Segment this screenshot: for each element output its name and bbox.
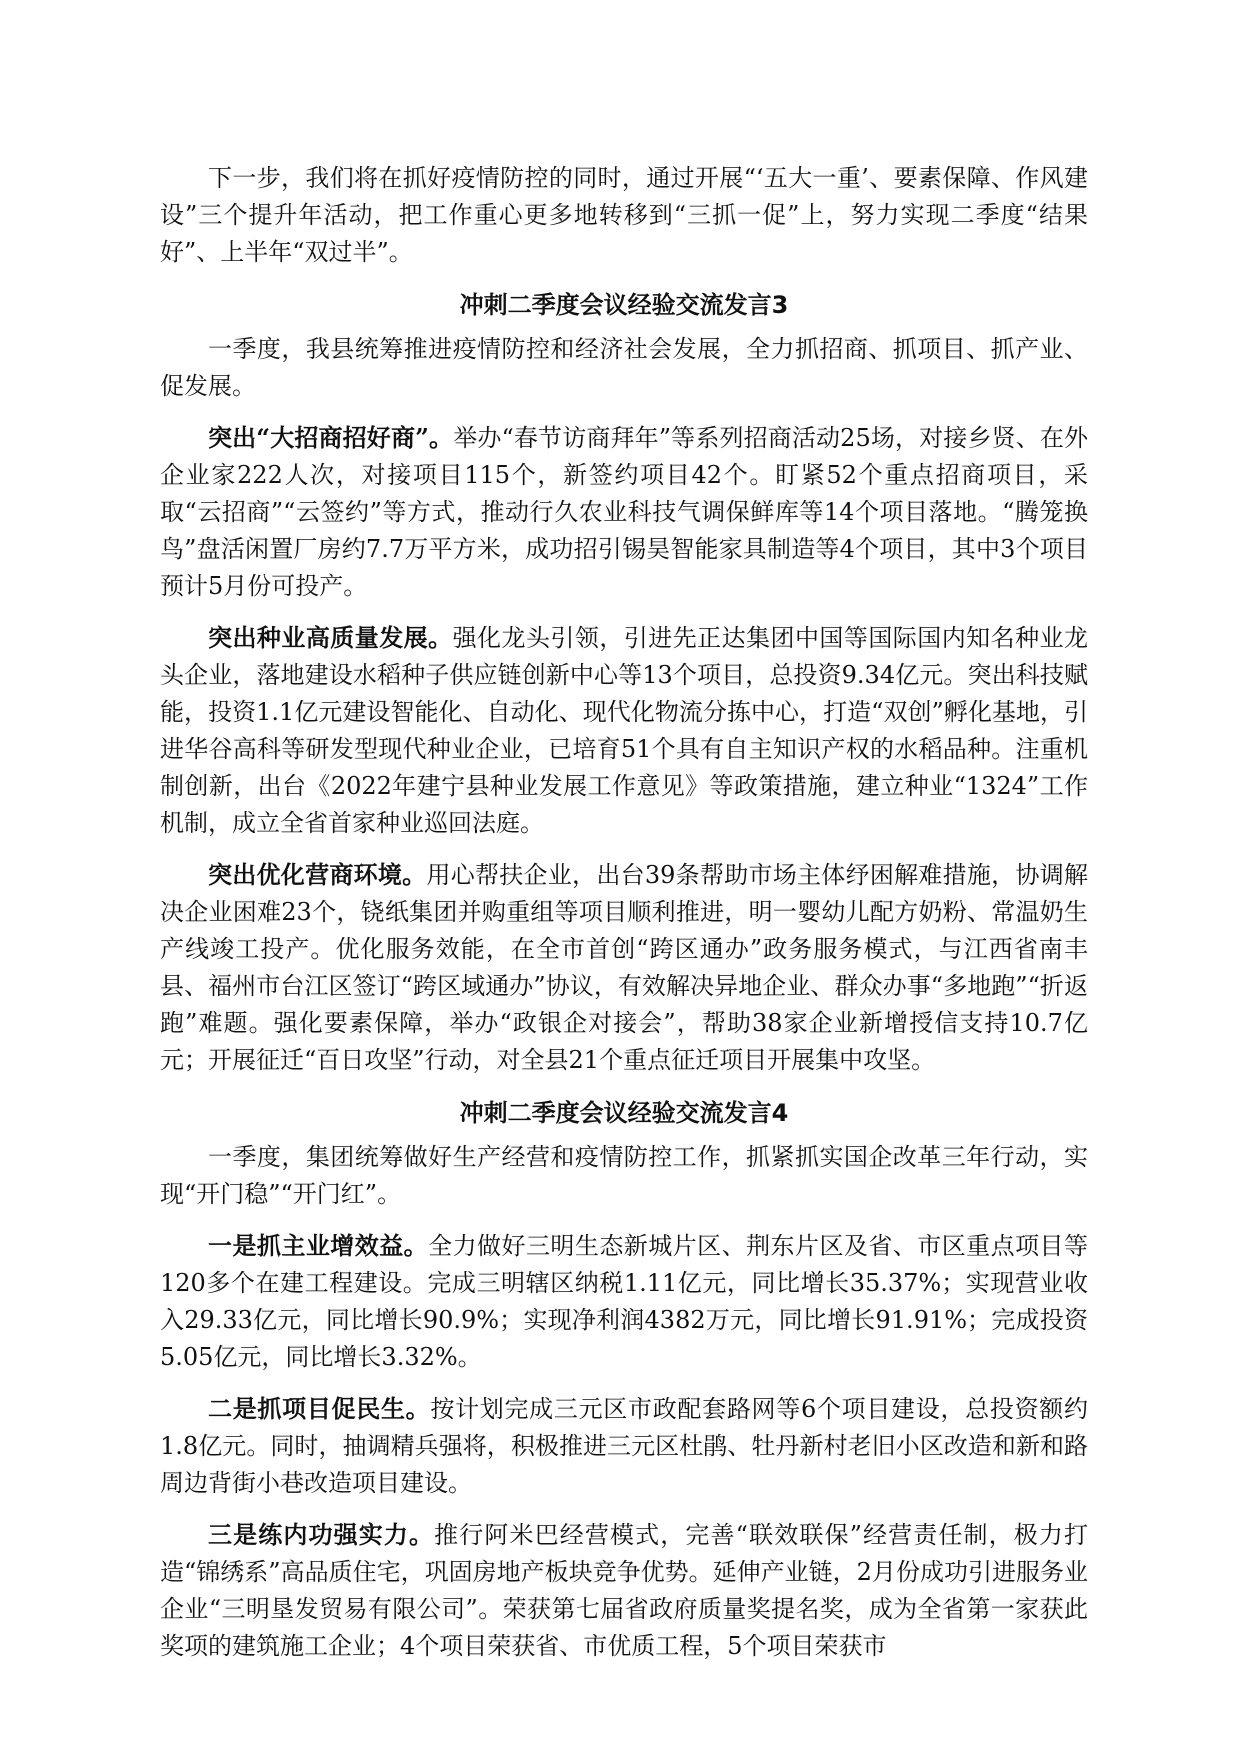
section3-item-2: [160, 619, 1088, 842]
section4-item-2: [160, 1390, 1088, 1502]
section3-title: 冲刺二季度会议经验交流发言3: [459, 291, 789, 319]
section4-item-1-lead: 一是抓主业增效益。: [208, 1231, 429, 1260]
section4-item-3: [160, 1516, 1088, 1665]
section3-opening: 一季度，我县统筹推进疫情防控和经济社会发展，全力抓招商、抓项目、抓产业、促发展。: [160, 335, 1088, 400]
section3-item-3-lead: 突出优化营商环境。: [208, 860, 427, 889]
section3-item-3-text: 用心帮扶企业，出台39条帮助市场主体纾困解难措施，协调解决企业困难23个，铙纸集团并购重组等项目顺利推进，明一婴幼儿配方奶粉、常温奶生产线竣工投产。优化服务效能，在全市首创“跨区通办”政务服务模式，与江西省南丰县、福州市台江区签订“跨区域通办”协议，有效解决异地企业、群众办事“多地跑”“折返跑”难题。强化要素保障，举办“政银企对接会”，帮助38家企业新增授信支持10.7亿元；开展征迁“百日攻坚”行动，对全县21个重点征迁项目开展集中攻坚。: [160, 861, 1088, 1074]
section3-item-1: [160, 419, 1088, 605]
section4-item-3-text: 推行阿米巴经营模式，完善“联效联保”经营责任制，极力打造“锦绣系”高品质住宅，巩固房地产板块竞争优势。延伸产业链，2月份成功引进服务业企业“三明垦发贸易有限公司”。荣获第七届省政府质量奖提名奖，成为全省第一家获此奖项的建筑施工企业；4个项目荣获省、市优质工程，5个项目荣获市: [160, 1521, 1089, 1660]
section3-item-2-lead: 突出种业高质量发展。: [208, 623, 453, 652]
section3-item-1-text: 举办“春节访商拜年”等系列招商活动25场，对接乡贤、在外企业家222人次，对接项目115个，新签约项目42个。盯紧52个重点招商项目，采取“云招商”“云签约”等方式，推动行久农业科技气调保鲜库等14个项目落地。“腾笼换鸟”盘活闲置厂房约7.7万平方米，成功招引锡昊智能家具制造等4个项目，其中3个项目预计5月份可投产。: [160, 424, 1089, 600]
section4-item-2-text: 按计划完成三元区市政配套路网等6个项目建设，总投资额约1.8亿元。同时，抽调精兵强将，积极推进三元区杜鹃、牡丹新村老旧小区改造和新和路周边背街小巷改造项目建设。: [160, 1395, 1088, 1497]
section4-item-1: [160, 1227, 1088, 1376]
section4-title: 冲刺二季度会议经验交流发言4: [459, 1099, 789, 1127]
section3-item-1-lead: 突出“大招商招好商”。: [208, 423, 454, 452]
section3-item-2-text: 强化龙头引领，引进先正达集团中国等国际国内知名种业龙头企业，落地建设水稻种子供应链创新中心等13个项目，总投资9.34亿元。突出科技赋能，投资1.1亿元建设智能化、自动化、现代化物流分拣中心，打造“双创”孵化基地，引进华谷高科等研发型现代种业企业，已培育51个具有自主知识产权的水稻品种。注重机制创新，出台《2022年建宁县种业发展工作意见》等政策措施，建立种业“1324”工作机制，成立全省首家种业巡回法庭。: [160, 624, 1089, 837]
section4-item-2-lead: 二是抓项目促民生。: [208, 1394, 431, 1423]
section4-opening: 一季度，集团统筹做好生产经营和疫情防控工作，抓紧抓实国企改革三年行动，实现“开门稳”“开门红”。: [160, 1143, 1088, 1208]
intro-paragraph: 下一步，我们将在抓好疫情防控的同时，通过开展“‘五大一重’、要素保障、作风建设”三个提升年活动，把工作重心更多地转移到“三抓一促”上，努力实现二季度“结果好”、上半年“双过半”。: [160, 164, 1088, 266]
section4-item-1-text: 全力做好三明生态新城片区、荆东片区及省、市区重点项目等120多个在建工程建设。完成三明辖区纳税1.11亿元，同比增长35.37%；实现营业收入29.33亿元，同比增长90.9%；实现净利润4382万元，同比增长91.91%；完成投资5.05亿元，同比增长3.32%。: [160, 1232, 1089, 1371]
section3-item-3: [160, 856, 1088, 1079]
section4-item-3-lead: 三是练内功强实力。: [208, 1520, 435, 1549]
document-page: [160, 160, 1088, 1679]
